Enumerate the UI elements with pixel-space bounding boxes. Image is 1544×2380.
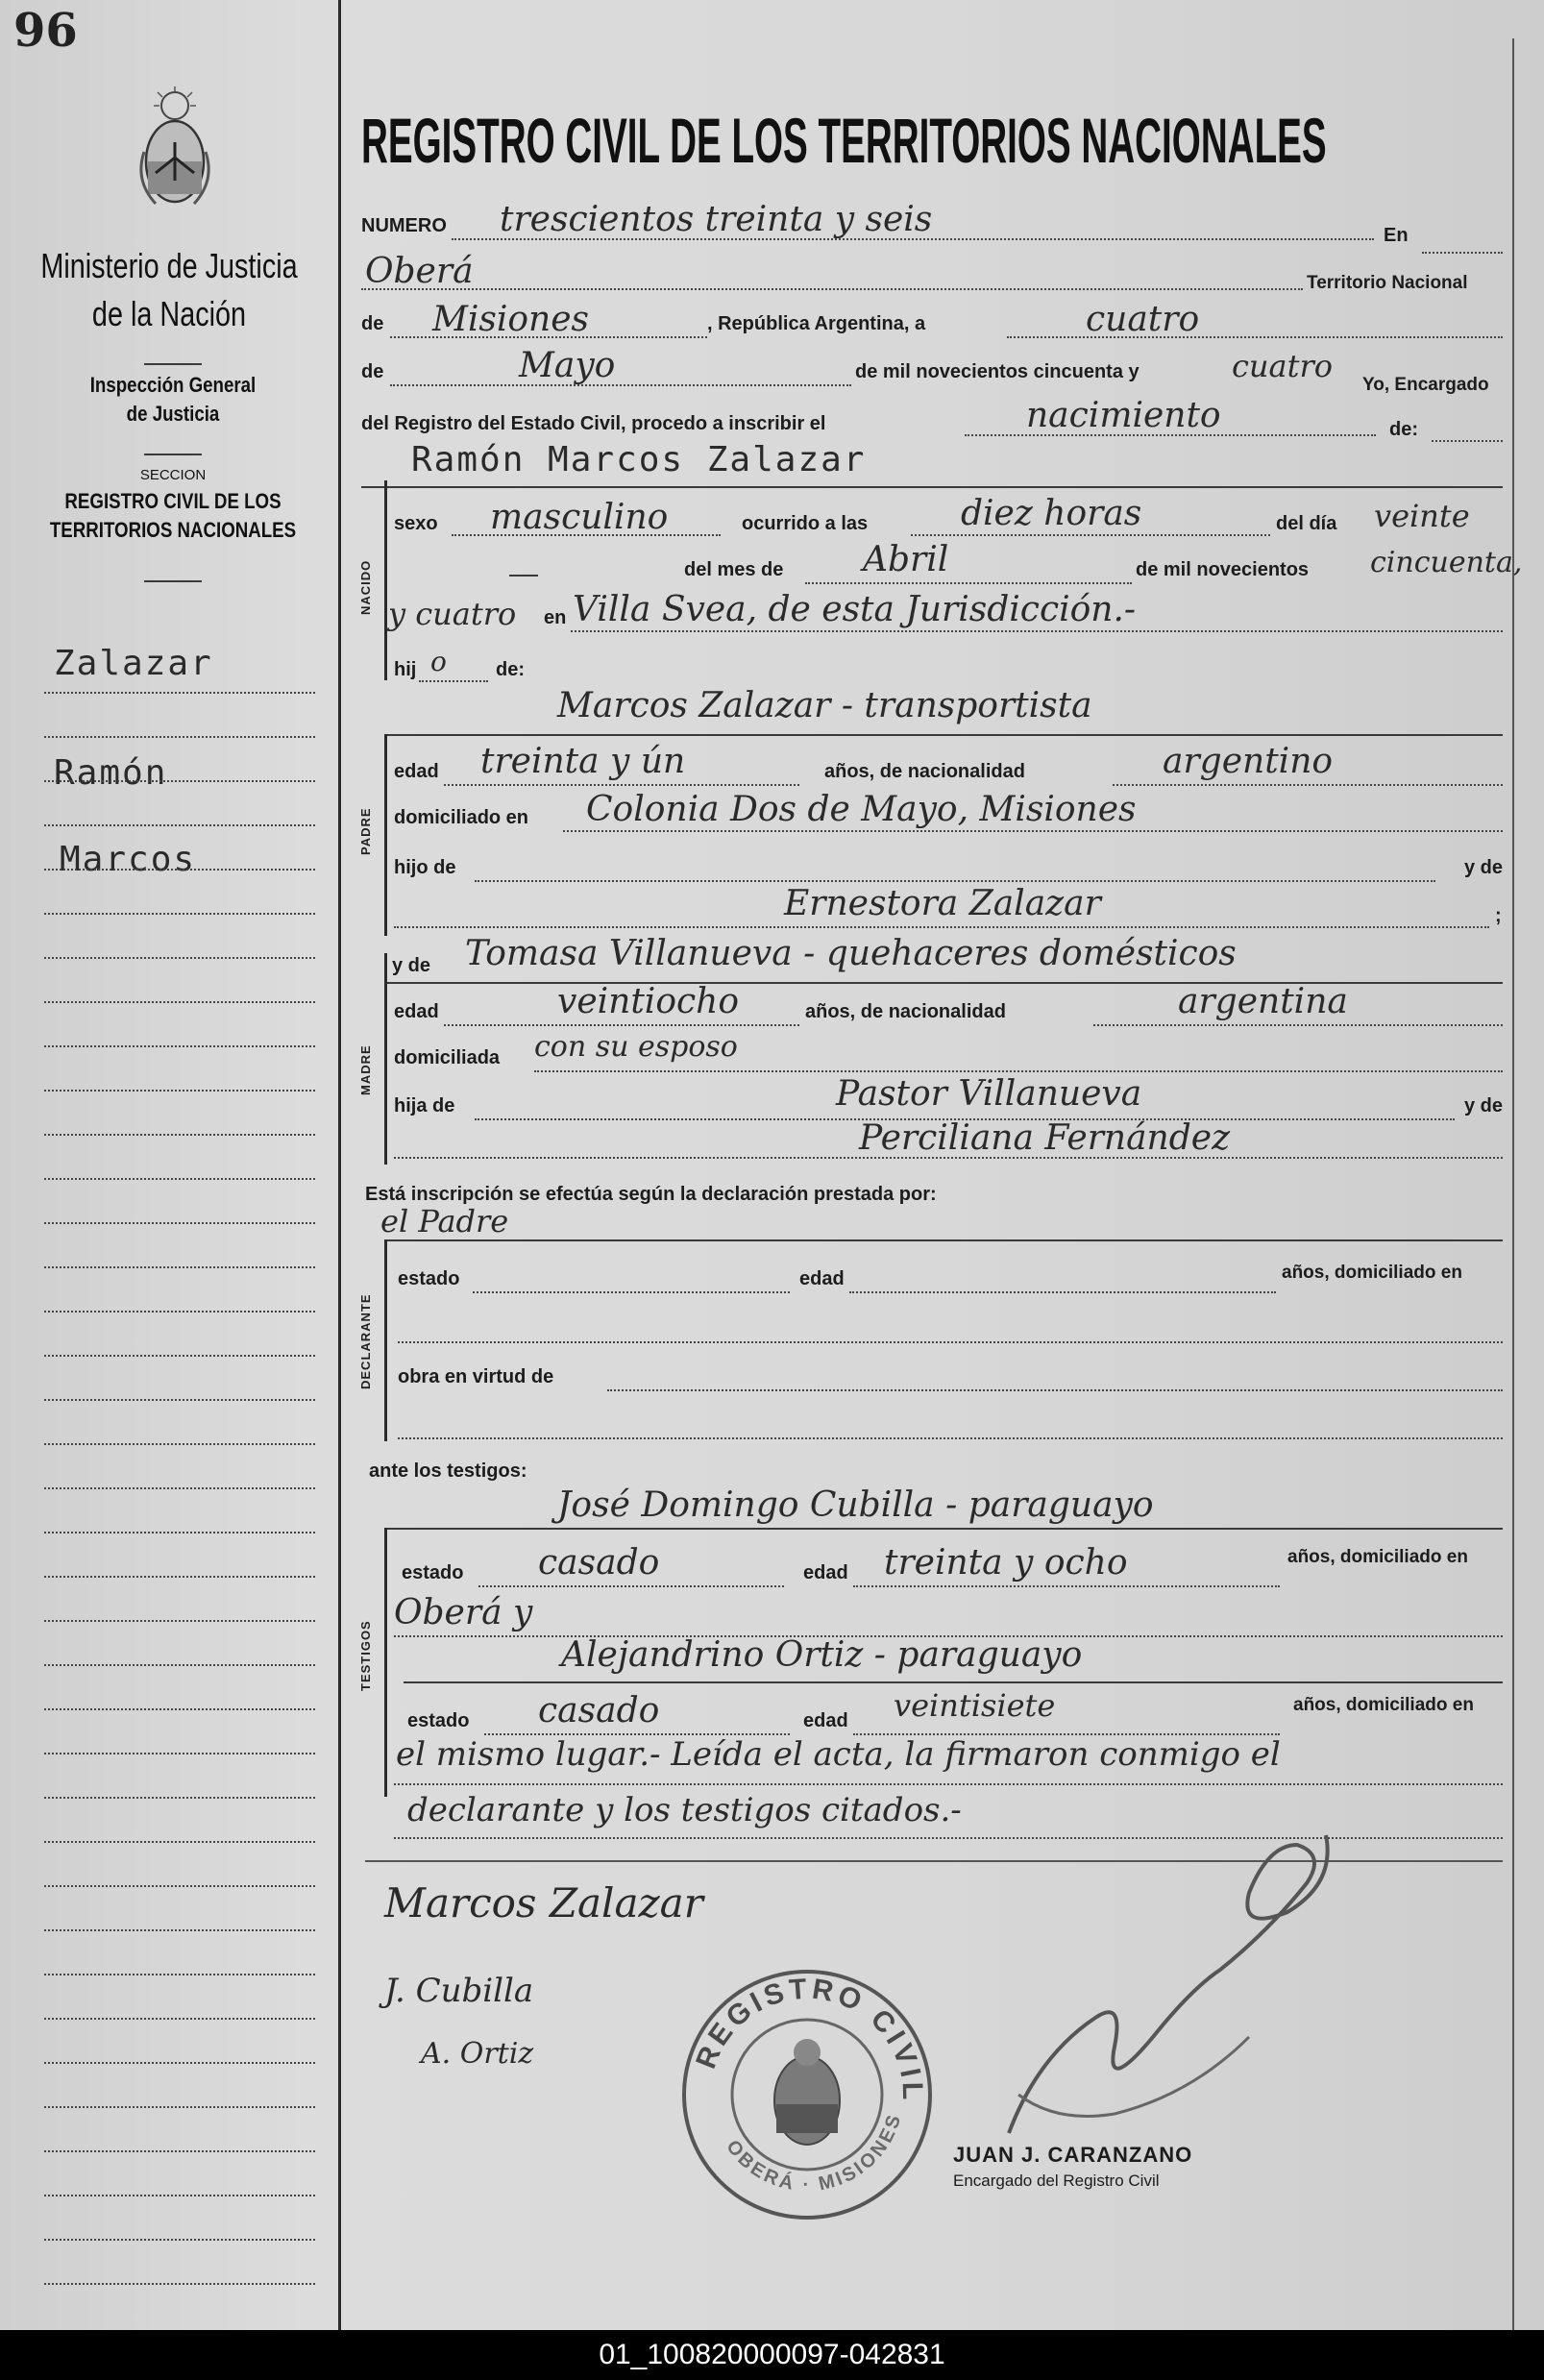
declaracion-label: Está inscripción se efectúa según la declaración prestada por:	[365, 1184, 937, 1205]
hijo-label: hij	[394, 659, 417, 680]
margin-divider	[338, 0, 341, 2330]
father-hijo-de-label: hijo de	[394, 857, 456, 878]
sexo-value: masculino	[490, 498, 669, 537]
mother-nationality: argentina	[1178, 982, 1348, 1021]
birth-month-value: Abril	[863, 540, 949, 579]
obra-label: obra en virtud de	[398, 1366, 554, 1387]
signature-cubilla: J. Cubilla	[384, 1972, 534, 2010]
mil-label: de mil novecientos	[1136, 559, 1310, 580]
index-line	[44, 1620, 315, 1622]
father-domicile: Colonia Dos de Mayo, Misiones	[586, 790, 1137, 829]
padre-section-label: PADRE	[358, 807, 373, 855]
birth-year-value-a: cincuenta,	[1370, 546, 1523, 579]
form-title: REGISTRO CIVIL DE LOS TERRITORIOS NACIONALES	[361, 105, 1327, 176]
index-line	[44, 2195, 315, 2196]
index-line	[44, 1090, 315, 1092]
section-block	[0, 467, 346, 543]
testigos-intro: ante los testigos:	[369, 1460, 527, 1482]
inspection-line-1: Inspección General	[89, 373, 257, 397]
index-line	[44, 913, 315, 915]
declarante-value: el Padre	[380, 1203, 509, 1239]
stamp-text-top: REGISTRO CIVIL	[690, 1973, 929, 2104]
witness-2-name: Alejandrino Ortiz - paraguayo	[561, 1635, 1083, 1675]
stamp-text-bottom: OBERÁ · MISIONES	[722, 2110, 906, 2196]
right-edge-line	[1512, 38, 1514, 2330]
mother-nationality-label: años, de nacionalidad	[805, 1001, 1006, 1022]
index-line	[44, 869, 315, 871]
hour-value: diez horas	[961, 494, 1142, 533]
index-line	[44, 2106, 315, 2108]
month-value: Mayo	[519, 346, 616, 385]
mother-domicile: con su esposo	[534, 1030, 738, 1064]
year-label: de mil novecientos cincuenta y	[855, 361, 1140, 382]
place-value: Oberá	[365, 252, 474, 291]
index-line	[44, 2150, 315, 2152]
declarante-edad-label: edad	[799, 1268, 845, 1289]
index-line	[44, 1355, 315, 1357]
witness-2-estado: casado	[538, 1691, 660, 1730]
madre-section-label: MADRE	[358, 1044, 373, 1095]
father-age: treinta y ún	[480, 742, 686, 781]
witness-2-estado-label: estado	[407, 1710, 470, 1731]
territorio-label: Territorio Nacional	[1307, 273, 1468, 293]
father-parents: Ernestora Zalazar	[784, 884, 1101, 923]
index-first-name: Ramón	[54, 753, 168, 793]
index-line	[44, 2283, 315, 2285]
officer-name: JUAN J. CARANZANO	[953, 2143, 1193, 2167]
mother-name: Tomasa Villanueva - quehaceres domésticos	[465, 934, 1237, 973]
del-mes-label: del mes de	[684, 559, 784, 580]
de-colon-1: de:	[1389, 419, 1418, 440]
officer-signature-icon	[980, 1806, 1364, 2152]
mother-edad-label: edad	[394, 1001, 439, 1022]
numero-value: trescientos treinta y seis	[500, 200, 933, 239]
index-line	[44, 1443, 315, 1445]
witness-2-age: veintisiete	[894, 1687, 1056, 1724]
act-value: nacimiento	[1026, 396, 1221, 435]
father-y-de-label: y de	[1464, 857, 1504, 878]
registry-line-1: REGISTRO CIVIL DE LOS	[64, 489, 282, 513]
officer-title: Encargado del Registro Civil	[953, 2171, 1160, 2190]
index-middle-name: Marcos	[60, 840, 197, 879]
index-line	[44, 1001, 315, 1003]
father-semicolon: ;	[1495, 905, 1502, 926]
declarante-domicilio-label: años, domiciliado en	[1282, 1263, 1462, 1283]
witness-1-name: José Domingo Cubilla - paraguayo	[557, 1485, 1154, 1525]
index-line	[44, 957, 315, 959]
en-lugar-label: en	[544, 607, 567, 628]
index-line	[44, 2239, 315, 2241]
de-label-1: de	[361, 313, 384, 334]
birth-place-value: Villa Svea, de esta Jurisdicción.-	[573, 590, 1137, 629]
witness-2-domicilio-label: años, domiciliado en	[1293, 1695, 1474, 1715]
index-line	[44, 1708, 315, 1710]
index-line	[44, 2062, 315, 2064]
mother-parent-2: Perciliana Fernández	[859, 1118, 1231, 1158]
registro-civil-stamp-icon	[673, 1960, 942, 2229]
witness-1-edad-label: edad	[803, 1562, 848, 1583]
mother-y-de-label: y de	[392, 955, 431, 976]
hijo-suffix: o	[430, 646, 447, 677]
mother-domicile-label: domiciliada	[394, 1047, 501, 1068]
index-surname: Zalazar	[54, 644, 213, 683]
witness-1-domicile: Oberá y	[394, 1593, 533, 1632]
index-line	[44, 1487, 315, 1489]
birth-day-value: veinte	[1374, 498, 1470, 534]
witness-1-estado-label: estado	[402, 1562, 464, 1583]
index-line	[44, 1576, 315, 1578]
year-value: cuatro	[1232, 348, 1334, 384]
index-line	[44, 1134, 315, 1136]
index-line	[44, 1797, 315, 1799]
ministry-line-2: de la Nación	[91, 294, 247, 333]
declarante-section-label: DECLARANTE	[358, 1293, 373, 1389]
registro-label: del Registro del Estado Civil, procedo a inscribir el	[361, 413, 826, 434]
father-nationality: argentino	[1163, 742, 1334, 781]
footer-id: 01_100820000097-042831	[0, 2330, 1544, 2380]
inspection-line-2: de Justicia	[126, 402, 220, 426]
index-line	[44, 1753, 315, 1754]
index-line	[44, 1399, 315, 1401]
witness-1-domicilio-label: años, domiciliado en	[1287, 1547, 1468, 1567]
index-line	[44, 1929, 315, 1931]
father-name: Marcos Zalazar - transportista	[557, 686, 1092, 725]
father-edad-label: edad	[394, 761, 439, 782]
index-line	[44, 1885, 315, 1887]
signature-marcos-zalazar: Marcos Zalazar	[384, 1879, 703, 1926]
witness-1-estado: casado	[538, 1543, 660, 1583]
index-line	[44, 692, 315, 694]
mother-hija-de-label: hija de	[394, 1095, 455, 1116]
de-colon-2: de:	[496, 659, 525, 680]
closing-line-2: declarante y los testigos citados.-	[407, 1791, 962, 1829]
ocurrido-label: ocurrido a las	[742, 513, 869, 534]
declarante-estado-label: estado	[398, 1268, 460, 1289]
inspection-block	[0, 373, 346, 427]
index-line	[44, 2018, 315, 2020]
numero-label: NUMERO	[361, 215, 447, 236]
ministry-block	[0, 246, 338, 334]
index-line	[44, 1045, 315, 1047]
nacido-section-label: NACIDO	[358, 559, 373, 615]
registry-line-2: TERRITORIOS NACIONALES	[49, 518, 297, 542]
index-line	[44, 736, 315, 738]
de-label-2: de	[361, 361, 384, 382]
page-number: 96	[13, 4, 78, 58]
signature-ortiz: A. Ortiz	[421, 2037, 534, 2071]
index-line	[44, 1532, 315, 1534]
sexo-label: sexo	[394, 513, 438, 534]
father-domicile-label: domiciliado en	[394, 807, 529, 828]
ministry-line-1: Ministerio de Justicia	[40, 246, 298, 285]
index-line	[44, 1311, 315, 1313]
birth-year-value-b: y cuatro	[388, 596, 517, 632]
en-label: En	[1384, 225, 1409, 246]
republica-label: , República Argentina, a	[707, 313, 926, 334]
index-line	[44, 780, 315, 782]
territory-value: Misiones	[432, 300, 590, 339]
index-line	[44, 1222, 315, 1224]
index-line	[44, 1266, 315, 1268]
father-nationality-label: años, de nacionalidad	[824, 761, 1025, 782]
child-name: Ramón Marcos Zalazar	[411, 440, 867, 479]
coat-of-arms-icon	[127, 85, 223, 219]
encargado-label: Yo, Encargado	[1362, 375, 1489, 395]
day-value: cuatro	[1086, 300, 1200, 339]
testigos-section-label: TESTIGOS	[358, 1620, 373, 1691]
closing-line-1: el mismo lugar.- Leída el acta, la firmaron conmigo el	[396, 1735, 1281, 1774]
mother-y-de-label-2: y de	[1464, 1095, 1504, 1116]
mother-age: veintiocho	[557, 982, 740, 1021]
index-line	[44, 1664, 315, 1666]
witness-1-age: treinta y ocho	[884, 1543, 1128, 1583]
index-line	[44, 1974, 315, 1975]
index-line	[44, 1178, 315, 1180]
mother-parent-1: Pastor Villanueva	[836, 1074, 1142, 1114]
index-line	[44, 1841, 315, 1843]
del-dia-label: del día	[1276, 513, 1337, 534]
witness-2-edad-label: edad	[803, 1710, 848, 1731]
index-line	[44, 824, 315, 826]
section-label: SECCION	[139, 467, 207, 483]
